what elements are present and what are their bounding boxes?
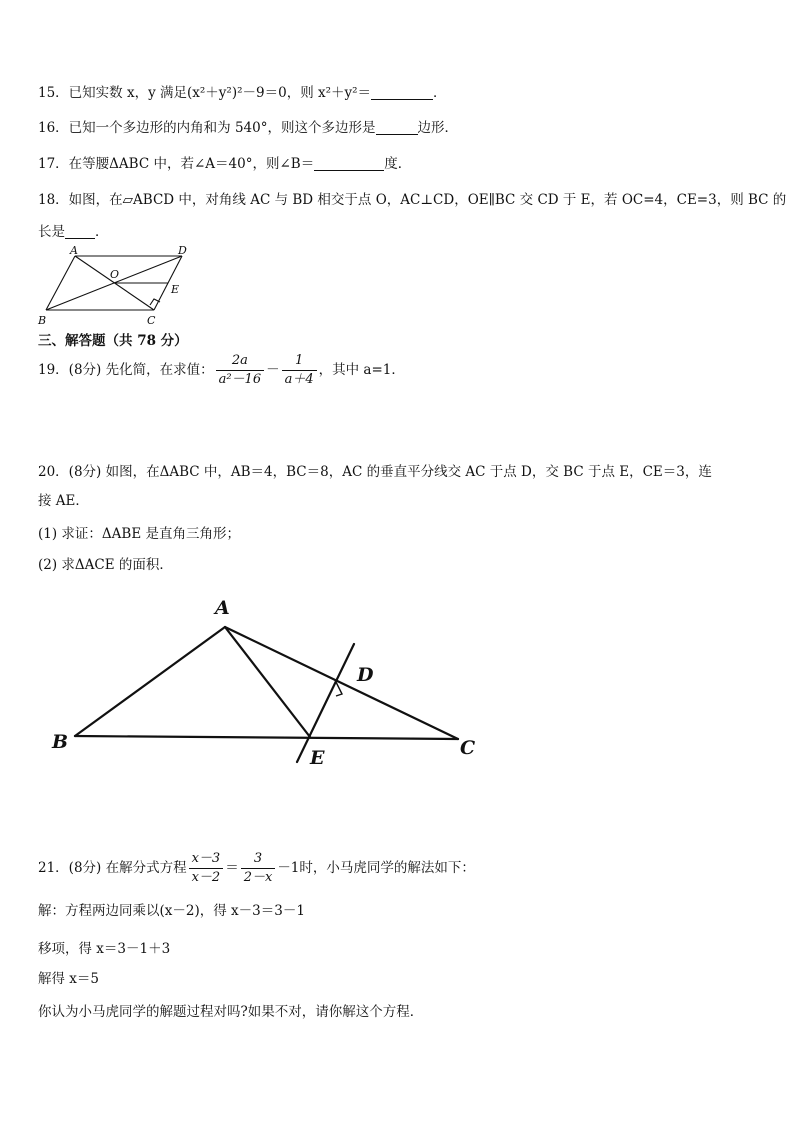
question-19: 19．(8分) 先化简，在求值： $\frac{2a}{\text{a²－16}}$ － $\frac{1}{a+4}$ ，其中 a=1． [38,352,405,387]
label-c: C [147,314,156,327]
question-20-sub2: (2) 求ΔACE 的面积． [38,557,173,573]
solution-step-3: 解得 x＝5 [38,971,99,987]
question-16: 16．已知一个多边形的内角和为 540°，则这个多边形是 边形． [38,120,458,136]
segment-ae [225,627,310,737]
label-a: A [215,597,230,619]
answer-blank-15[interactable] [371,85,433,100]
triangle-figure [40,592,500,778]
question-17-text: 17．在等腰ΔABC 中，若∠A＝40°，则∠B＝ [38,156,315,172]
label-b: B [52,731,69,753]
edge-ab [46,256,75,310]
label-e: E [310,747,325,769]
fraction-rhs: $\frac{3}{2-x}$ [241,851,276,886]
fraction-2: $\frac{1}{a+4}$ [282,353,317,388]
answer-blank-16[interactable] [376,120,418,135]
edge-ab [75,627,225,736]
solution-step-2: 移项，得 x＝3－1＋3 [38,941,171,957]
answer-blank-18[interactable] [65,224,95,239]
label-c: C [460,737,476,759]
solution-step-1: 解：方程两边同乘以(x－2)，得 x－3＝3－1 [38,903,305,919]
label-a: A [70,244,78,257]
question-15: 15．已知实数 x，y 满足(x²＋y²)²－9＝0，则 x²＋y²＝ ． [38,85,447,101]
question-17: 17．在等腰ΔABC 中，若∠A＝40°，则∠B＝ 度． [38,156,412,172]
question-20-line1: 20．(8分) 如图，在ΔABC 中，AB＝4，BC＝8，AC 的垂直平分线交 AC 于点 D，交 BC 于点 E，CE＝3，连 [38,464,712,480]
label-e: E [171,283,180,296]
label-b: B [38,314,47,327]
label-d: D [357,664,374,686]
answer-blank-17[interactable] [314,156,384,171]
parallelogram-figure [30,244,200,330]
edge-bc [75,736,458,739]
question-18-line1: 18．如图，在▱ABCD 中，对角线 AC 与 BD 相交于点 O，AC⊥CD，OE∥BC 交 CD 于 E，若 OC=4，CE=3，则 BC 的 [38,192,787,208]
label-d: D [178,244,187,257]
fraction-1: $\frac{2a}{\text{a²－16}}$ [216,353,265,388]
perpendicular-bisector [297,644,354,762]
section-3-title: 三、解答题（共 78 分） [38,333,188,349]
edge-ac [225,627,458,739]
question-20-sub1: (1) 求证：ΔABE 是直角三角形； [38,526,240,542]
label-o: O [110,268,120,281]
question-18-line2: 长是 ． [38,224,109,240]
question-21: 21．(8分) 在解分式方程 $\frac{x-3}{x-2}$ ＝ $\frac{3}{2-x}$ －1时，小马虎同学的解法如下： [38,850,475,885]
fraction-lhs: $\frac{x-3}{x-2}$ [189,851,224,886]
question-20-line2: 接 AE． [38,493,89,509]
question-16-text: 16．已知一个多边形的内角和为 540°，则这个多边形是 [38,120,376,136]
question-21-ask: 你认为小马虎同学的解题过程对吗?如果不对，请你解这个方程． [38,1004,424,1020]
question-15-text: 15．已知实数 x，y 满足(x²＋y²)²－9＝0，则 x²＋y²＝ [38,85,372,101]
